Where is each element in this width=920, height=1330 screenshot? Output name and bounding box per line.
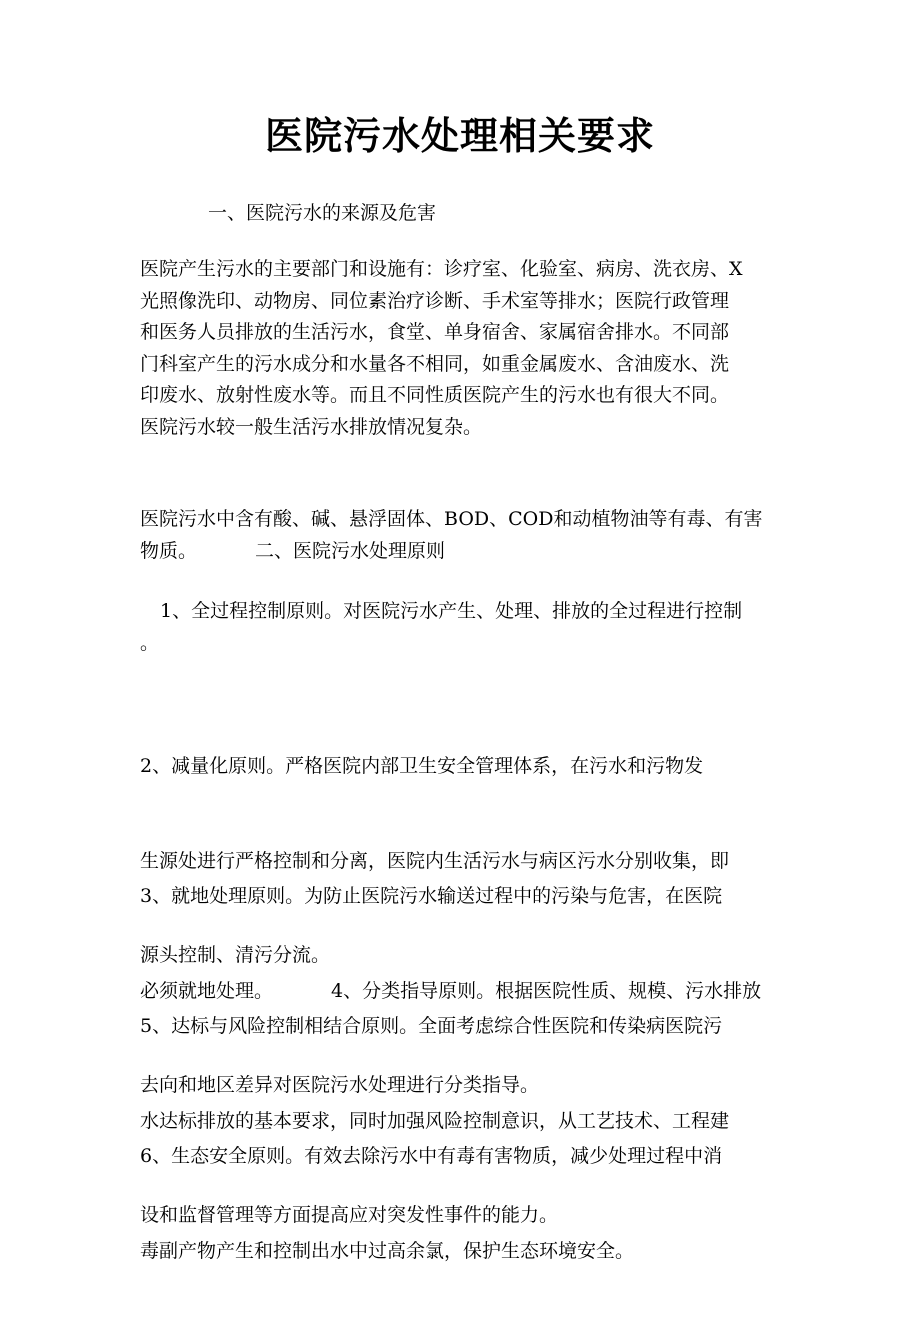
section-heading-principles: 二、医院污水处理原则 — [255, 539, 446, 562]
principle-6 — [140, 1078, 782, 1330]
paragraph-line: 源头控制、清污分流。 — [140, 944, 331, 966]
paragraph-line — [140, 536, 782, 568]
principle-1 — [140, 596, 802, 659]
paragraph-line: 毒副产物产生和控制出水中过高余氯，保护生态环境安全。 — [140, 1239, 635, 1262]
paragraph-line: 去向和地区差异对医院污水处理进行分类指导。 — [140, 1074, 540, 1096]
principle-4-start: 4、分类指导原则。根据医院性质、规模、污水排放 — [331, 979, 762, 1002]
paragraph-line: 门科室产生的污水成分和水量各不相同，如重金属废水、含油废水、洗 — [140, 352, 730, 375]
paragraph-fragment: 必须就地处理。 — [140, 979, 274, 1002]
paragraph-line: 设和监督管理等方面提高应对突发性事件的能力。 — [140, 1204, 559, 1226]
paragraph-sources — [140, 254, 782, 443]
section-heading-sources: 一、医院污水的来源及危害 — [208, 202, 437, 224]
paragraph-line: 水达标排放的基本要求，同时加强风险控制意识，从工艺技术、工程建 — [140, 1109, 730, 1132]
paragraph-fragment: 物质。 — [140, 539, 198, 562]
paragraph-line: 医院产生污水的主要部门和设施有：诊疗室、化验室、病房、洗衣房、X — [140, 258, 743, 280]
page-title: 医院污水处理相关要求 — [264, 113, 655, 158]
paragraph-line: 6、生态安全原则。有效去除污水中有毒有害物质，减少处理过程中消 — [140, 1145, 723, 1167]
paragraph-line: 印废水、放射性废水等。而且不同性质医院产生的污水也有很大不同。 — [140, 384, 730, 406]
paragraph-line: 5、达标与风险控制相结合原则。全面考虑综合性医院和传染病医院污 — [140, 1015, 723, 1037]
paragraph-hazards — [140, 504, 782, 567]
paragraph-line: 生源处进行严格控制和分离，医院内生活污水与病区污水分别收集，即 — [140, 849, 730, 872]
paragraph-line: 医院污水较一般生活污水排放情况复杂。 — [140, 415, 483, 438]
paragraph-line: 和医务人员排放的生活污水，食堂、单身宿舍、家属宿舍排水。不同部 — [140, 321, 730, 343]
paragraph-line: 1、全过程控制原则。对医院污水产生、处理、排放的全过程进行控制 — [160, 600, 743, 622]
paragraph-line: 3、就地处理原则。为防止医院污水输送过程中的污染与危害，在医院 — [140, 885, 723, 907]
paragraph-line: 。 — [140, 631, 160, 654]
paragraph-line: 2、减量化原则。严格医院内部卫生安全管理体系，在污水和污物发 — [140, 755, 704, 777]
paragraph-line: 光照像洗印、动物房、同位素治疗诊断、手术室等排水；医院行政管理 — [140, 289, 730, 312]
paragraph-line: 医院污水中含有酸、碱、悬浮固体、BOD、COD和动植物油等有毒、有害 — [140, 508, 763, 530]
